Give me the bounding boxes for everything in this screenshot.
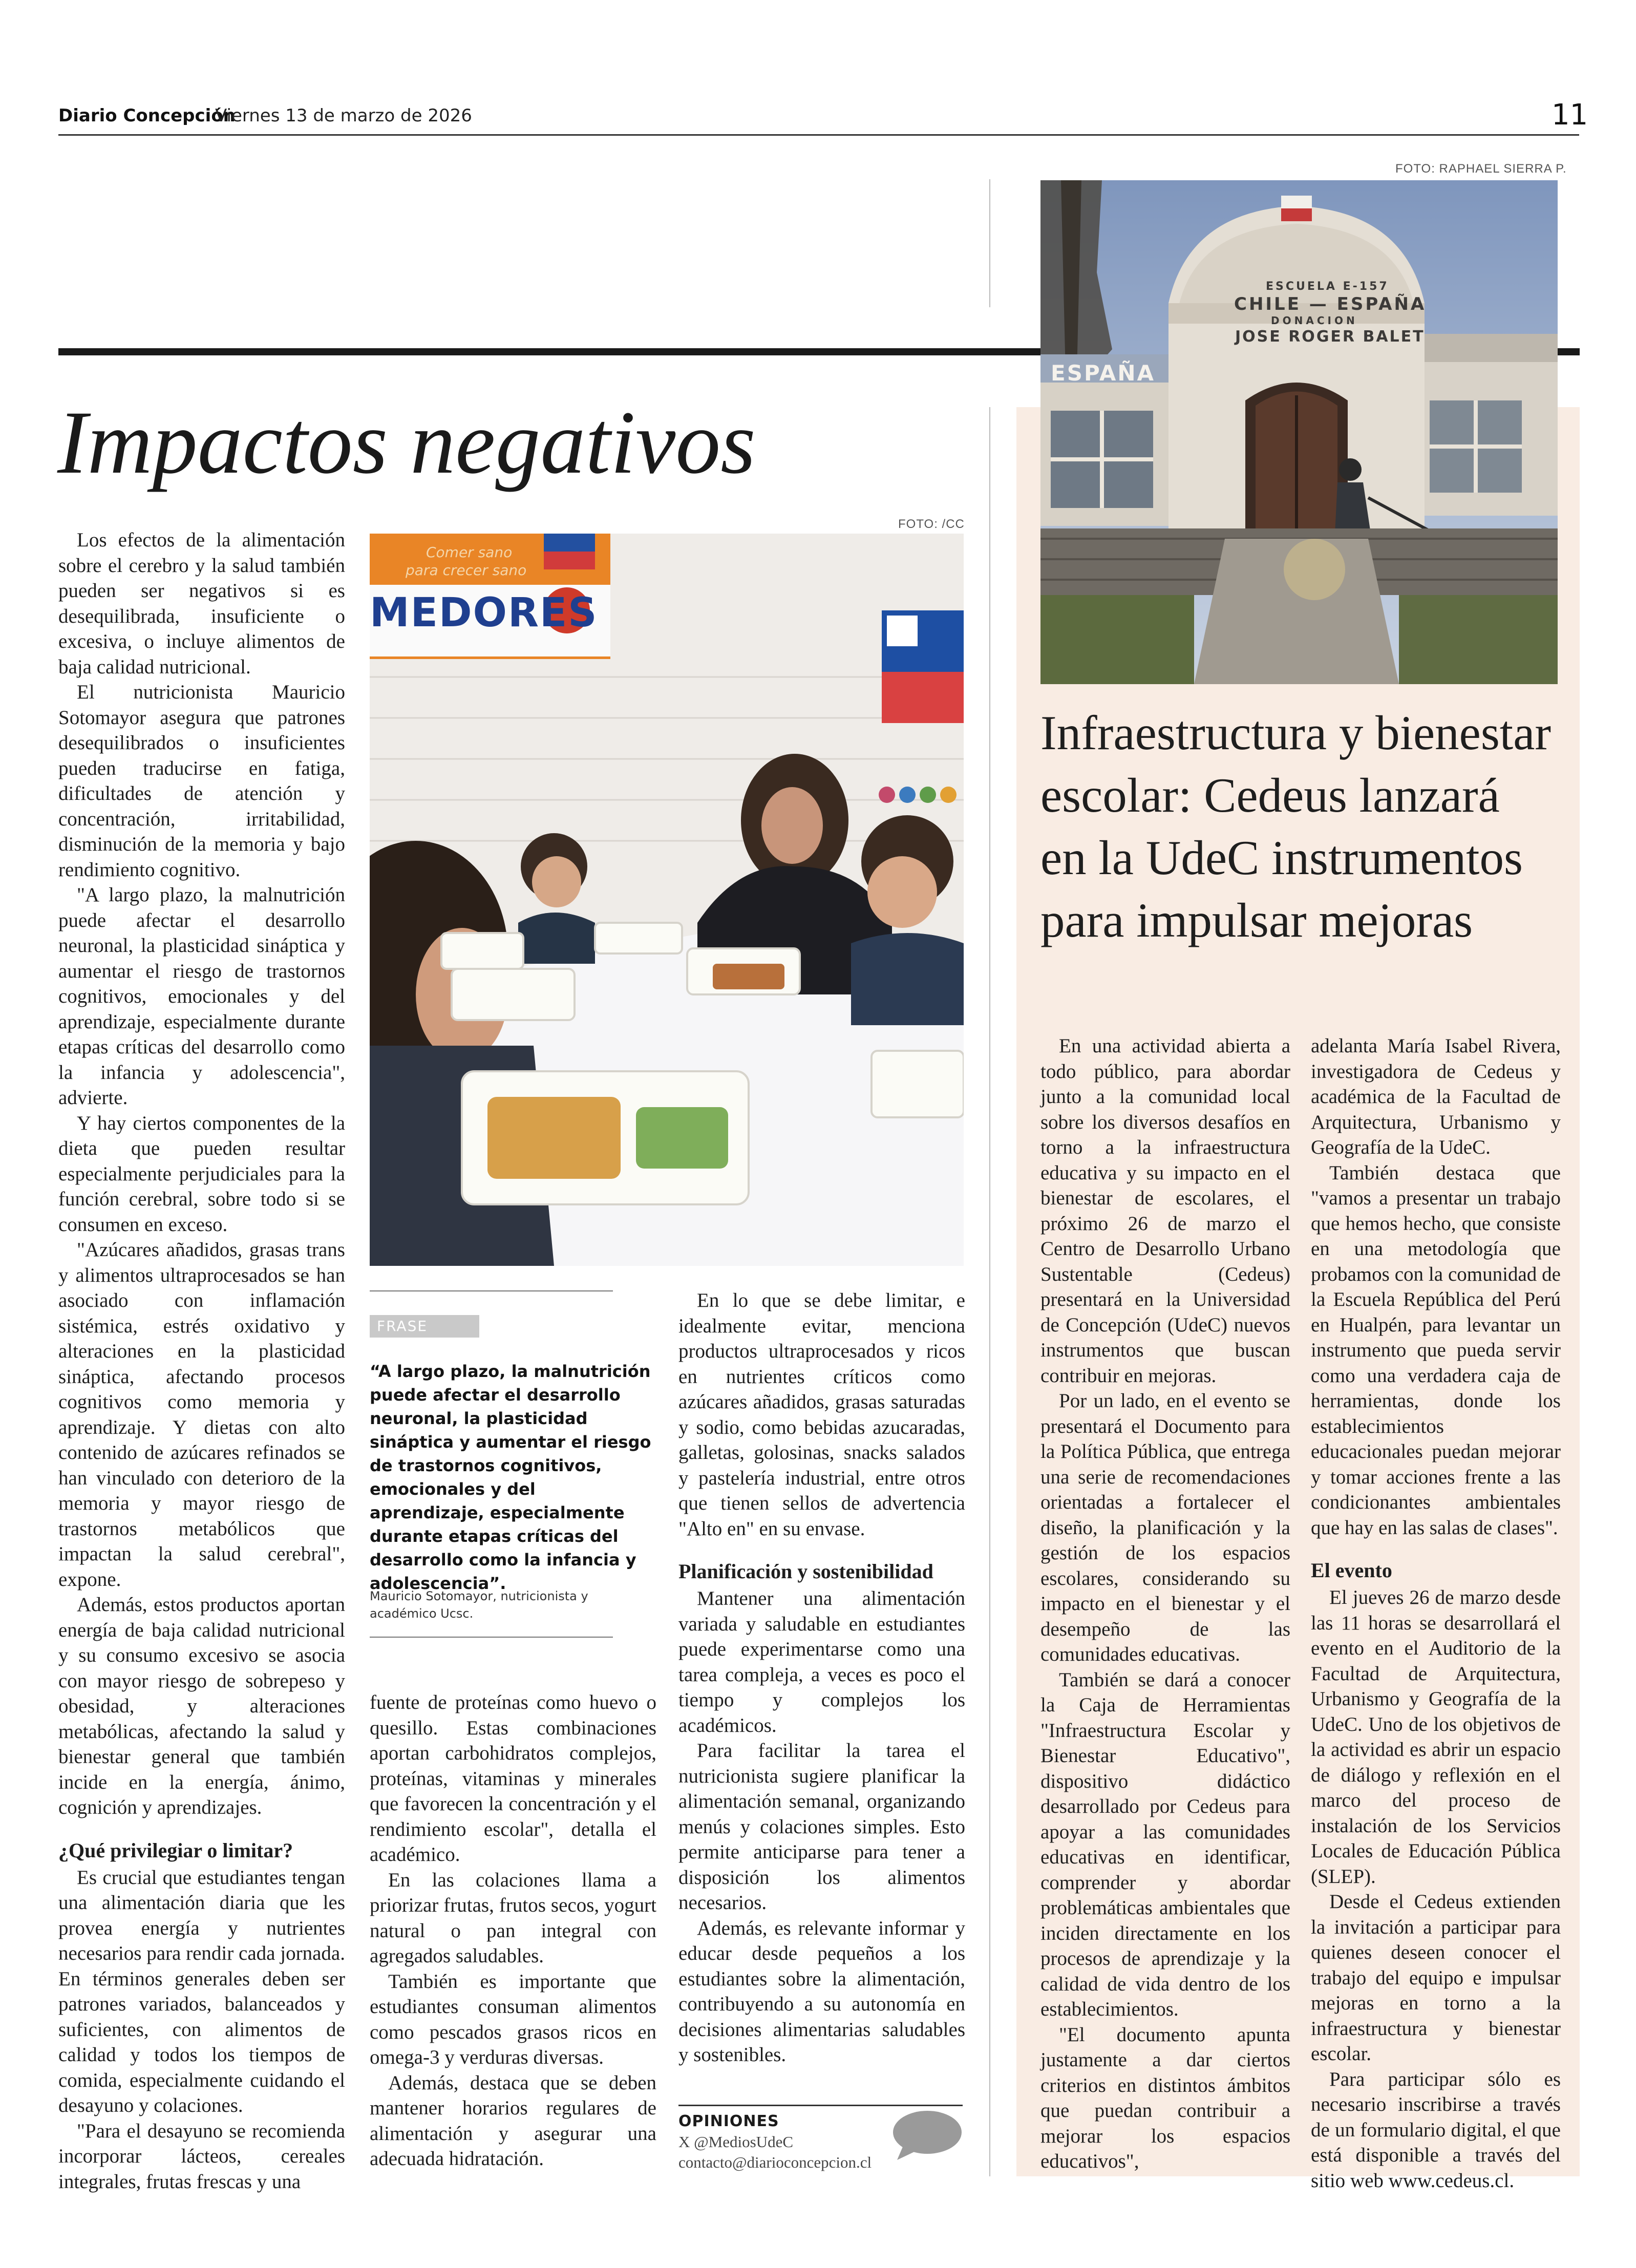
page-number: 11	[1552, 98, 1588, 132]
column-divider	[989, 179, 990, 307]
paragraph: En lo que se debe limitar, e idealmente evitar, menciona productos ultraprocesados y ricos en nutrientes críticos como azúcares añadidos, grasas saturadas y sodio, como bebidas azucaradas, galletas, golosinas, snacks salados y pastelería industrial, entre otros que tienen sellos de advertencia "Alto en" en su envase.	[678, 1289, 965, 1540]
school-cafeteria-photo	[370, 534, 964, 1266]
quote-text: “A largo plazo, la malnutrición puede afectar el desarrollo neuronal, la plasticidad sináptica y aumentar el riesgo de trastornos cognitivos, emocionales y del aprendizaje, especialmente durante etapas críticas del desarrollo como la infancia y adolescencia”.	[370, 1362, 651, 1593]
paragraph: También destaca que "vamos a presentar un trabajo que hemos hecho, que consiste en una metodología que probamos con la comunidad de la Escuela República del Perú en Hualpén, para levantar un instrumento que pueda servir como una verdadera caja de herramientas, donde los establecimientos educacionales puedan mejorar y tomar acciones frente a las condicionantes ambientales que hay en las salas de clases".	[1311, 1161, 1561, 1539]
paragraph: "Azúcares añadidos, grasas trans y alimentos ultraprocesados se han asociado con inflamación sistémica, estrés oxidativo y alteraciones en la plasticidad sináptica, afectando procesos cognitivos como memoria y aprendizaje. Y dietas con alto contenido de azúcares refinados se han vinculado con deterioro de la memoria y mayor riesgo de trastornos metabólicos que impactan la salud cerebral", expone.	[58, 1239, 345, 1591]
column-divider	[989, 407, 990, 2176]
cafeteria-illustration	[370, 534, 964, 1266]
paragraph: Además, destaca que se deben mantener horarios regulares de alimentación y asegurar una adecuada hidratación.	[370, 2071, 656, 2170]
left-article-col1	[58, 527, 345, 2194]
cafeteria-sign-slogan-1: Comer sano	[426, 544, 513, 561]
paragraph: adelanta María Isabel Rivera, investigadora de Cedeus y académica de la Facultad de Arquitectura, Urbanismo y Geografía de la UdeC.	[1311, 1035, 1561, 1158]
paragraph: En una actividad abierta a todo público, para abordar junto a la comunidad local sobre los diversos desafíos en torno a la infraestructura educativa y su impacto en el bienestar de escolares, el próximo 26 de marzo el Centro de Desarrollo Urbano Sustentable (Cedeus) presentará en la Universidad de Concepción (UdeC) nuevos instrumentos que buscan contribuir en mejoras.	[1040, 1035, 1290, 1387]
paragraph: Es crucial que estudiantes tengan una alimentación diaria que les provea energía y nutrientes necesarios para rendir cada jornada. En términos generales deben ser patrones variados, balanceados y suficientes, con alimentos de calidad y todos los tiempos de comida, especialmente cuidando el desayuno y colaciones.	[58, 1866, 345, 2116]
photo-credit: FOTO: RAPHAEL SIERRA P.	[1395, 162, 1567, 176]
paragraph: Los efectos de la alimentación sobre el cerebro y la salud también pueden ser negativos si es desequilibrada, insuficiente o excesiva, o incluye alimentos de baja calidad nutricional.	[58, 529, 345, 678]
school-building-illustration	[1040, 180, 1558, 684]
building-inscription-4: JOSE ROGER BALET	[1235, 328, 1425, 346]
school-building-photo	[1040, 180, 1558, 684]
building-side-sign: ESPAÑA	[1051, 361, 1156, 386]
opinions-rule	[678, 2105, 963, 2106]
paragraph: También se dará a conocer la Caja de Herramientas "Infraestructura Escolar y Bienestar Educativo", dispositivo didáctico desarrollado por Cedeus para apoyar a las comunidades educativas en identificar, comprender y abordar problemáticas ambientales que inciden directamente en los procesos de aprendizaje y la calidad de vida dentro de los establecimientos.	[1040, 1668, 1290, 2020]
building-inscription-1: ESCUELA E-157	[1266, 280, 1389, 293]
publication-name: Diario Concepción	[58, 105, 236, 126]
left-article-col3	[678, 1288, 965, 2068]
building-inscription-3: DONACION	[1271, 314, 1358, 327]
right-article-col1	[1040, 1033, 1290, 2174]
left-article-title: Impactos negativos	[57, 393, 756, 493]
subhead-planning: Planificación y sostenibilidad	[678, 1560, 933, 1583]
cafeteria-sign-slogan-2: para crecer sano	[406, 562, 527, 579]
paragraph: El nutricionista Mauricio Sotomayor asegura que patrones desequilibrados o insuficientes pueden traducirse en fatiga, dificultades de atención y concentración, irritabilidad, disminución de la memoria y bajo rendimiento cognitivo.	[58, 681, 345, 881]
subhead-event: El evento	[1311, 1559, 1392, 1582]
paragraph: Y hay ciertos componentes de la dieta que pueden resultar especialmente perjudiciales para la función cerebral, sobre todo si se consumen en exceso.	[58, 1112, 345, 1236]
paragraph: El jueves 26 de marzo desde las 11 horas se desarrollará el evento en el Auditorio de la Facultad de Arquitectura, Urbanismo y Geografía de la UdeC. Uno de los objetivos de la actividad es abrir un espacio de diálogo y reflexión en el marco del proceso de instalación de los Servicios Locales de Educación Pública (SLEP).	[1311, 1586, 1561, 1888]
opinions-label: OPINIONES	[678, 2112, 779, 2130]
publication-date: Viernes 13 de marzo de 2026	[215, 105, 472, 126]
paragraph: Por un lado, en el evento se presentará el Documento para la Política Pública, que entrega una serie de recomendaciones orientadas a fortalecer el diseño, la planificación y la gestión de los espacios escolares, considerando su impacto en el bienestar y el desempeño de las comunidades educativas.	[1040, 1390, 1290, 1665]
paragraph: Además, estos productos aportan energía de baja calidad nutricional y su consumo excesivo se asocia con mayor riesgo de sobrepeso y obesidad, y alteraciones metabólicas, afectando la salud y bienestar general que también incide en la energía, ánimo, cognición y aprendizajes.	[58, 1594, 345, 1818]
subhead-privileges: ¿Qué privilegiar o limitar?	[58, 1838, 293, 1862]
building-inscription-2: CHILE — ESPAÑA	[1234, 294, 1427, 314]
quote-label: FRASE	[370, 1315, 479, 1338]
quote-bottom-rule	[370, 1637, 613, 1638]
quote-author: Mauricio Sotomayor, nutricionista y académico Ucsc.	[370, 1589, 588, 1621]
opinions-email[interactable]: contacto@diarioconcepcion.cl	[678, 2153, 872, 2171]
paragraph: Además, es relevante informar y educar desde pequeños a los estudiantes sobre la alimentación, contribuyendo a su autonomía en decisiones alimentarias saludables y sostenibles.	[678, 1917, 965, 2066]
photo-credit: FOTO: /CC	[898, 517, 965, 531]
quote-top-rule	[370, 1290, 613, 1291]
paragraph: "El documento apunta justamente a dar ciertos criterios en distintos ámbitos que puedan contribuir a mejorar los espacios educativos",	[1040, 2023, 1290, 2172]
cafeteria-sign-text: MEDORES	[370, 590, 598, 636]
speech-bubble-icon	[892, 2110, 963, 2164]
paragraph: Desde el Cedeus extienden la invitación a participar para quienes deseen conocer el trabajo del equipo e impulsar mejoras en torno a la infraestructura y bienestar escolar.	[1311, 1891, 1561, 2065]
paragraph: Para facilitar la tarea el nutricionista sugiere planificar la alimentación semanal, organizando menús y colaciones simples. Esto permite anticiparse para tener a disposición los alimentos necesarios.	[678, 1740, 965, 1914]
right-article-headline: Infraestructura y bienestar escolar: Cedeus lanzará en la UdeC instrumentos para impulsar mejoras	[1040, 706, 1551, 947]
paragraph: "A largo plazo, la malnutrición puede afectar el desarrollo neuronal, la plasticidad sináptica y aumentar el riesgo de trastornos cognitivos, emocionales y del aprendizaje, especialmente durante etapas críticas del desarrollo como la infancia y adolescencia", advierte.	[58, 884, 345, 1109]
paragraph: "Para el desayuno se recomienda incorporar lácteos, cereales integrales, frutas frescas y una	[58, 2119, 345, 2193]
right-article-col2	[1311, 1033, 1561, 2193]
opinions-twitter[interactable]: X @MediosUdeC	[678, 2133, 794, 2151]
left-article-col2	[370, 1690, 656, 2172]
header-rule	[58, 134, 1579, 136]
paragraph: También es importante que estudiantes consuman alimentos como pescados grasos ricos en omega-3 y verduras diversas.	[370, 1970, 656, 2068]
paragraph: fuente de proteínas como huevo o quesillo. Estas combinaciones aportan carbohidratos complejos, proteínas, vitaminas y minerales que favorecen la concentración y el rendimiento escolar", detalla el académico.	[370, 1691, 656, 1866]
paragraph: Mantener una alimentación variada y saludable en estudiantes puede experimentarse como una tarea compleja, a veces es poco el tiempo y complejos los académicos.	[678, 1587, 965, 1736]
paragraph: En las colaciones llama a priorizar frutas, frutos secos, yogurt natural o pan integral con agregados saludables.	[370, 1869, 656, 1967]
paragraph: Para participar sólo es necesario inscribirse a través de un formulario digital, el que está disponible a través del sitio web www.cedeus.cl.	[1311, 2068, 1561, 2192]
